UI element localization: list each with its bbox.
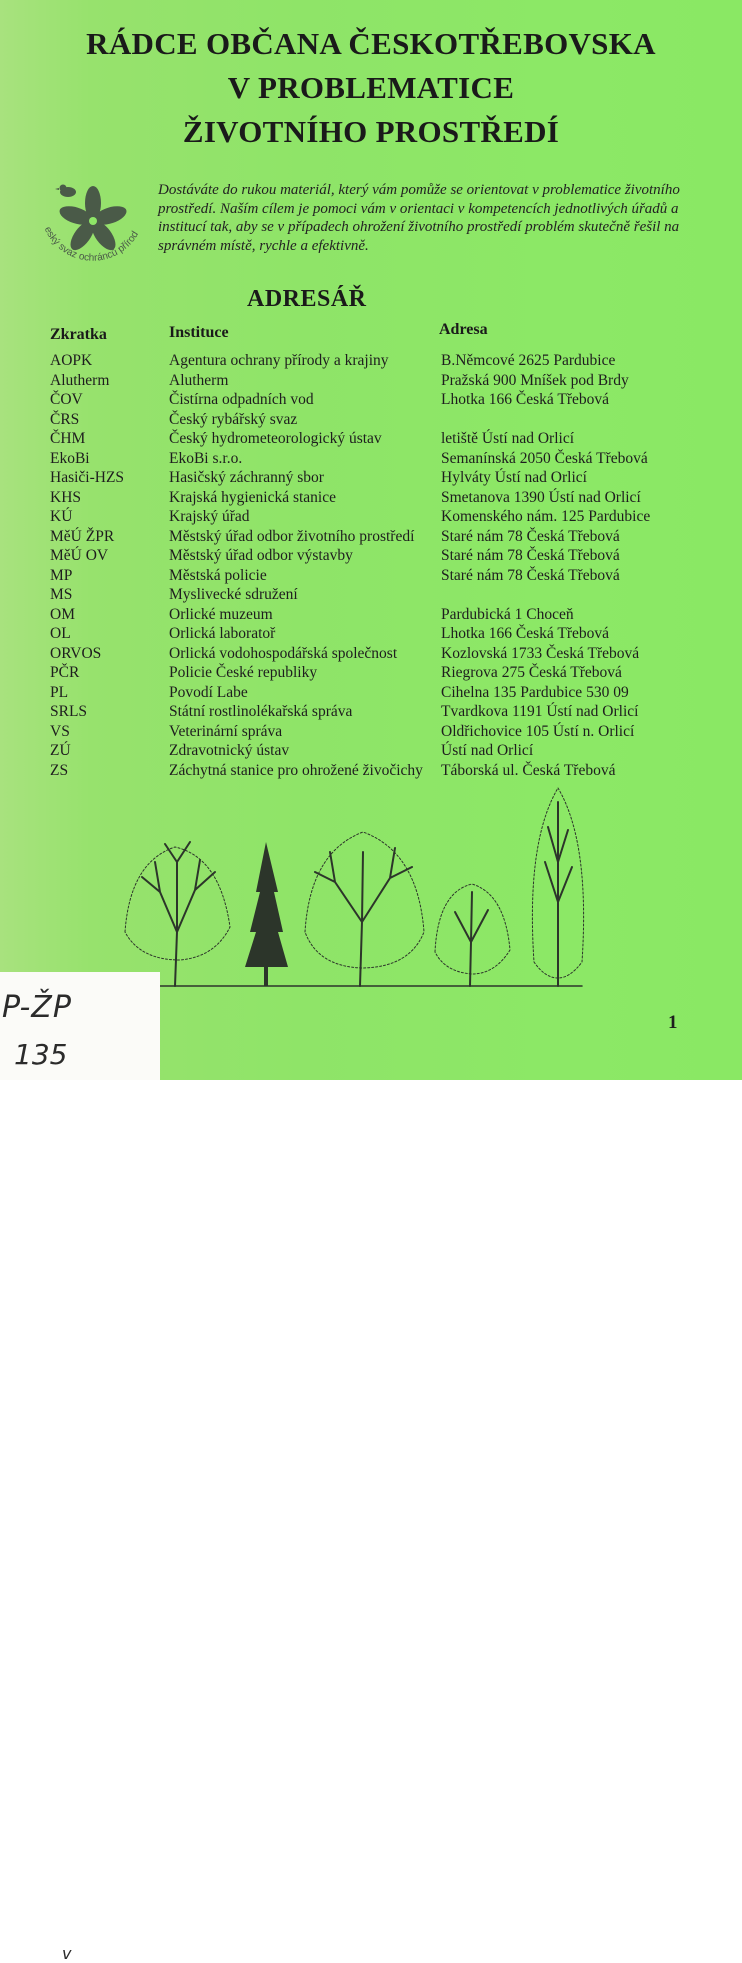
bird-icon <box>55 185 76 198</box>
row-institution: Orlická laboratoř <box>169 625 276 642</box>
table-row <box>0 741 742 761</box>
row-abbr: ČOV <box>50 391 83 408</box>
row-abbr: Hasiči-HZS <box>50 469 125 486</box>
tree-2 <box>245 842 288 986</box>
table-row <box>0 468 742 488</box>
row-address: Hylváty Ústí nad Orlicí <box>441 469 587 486</box>
row-address: Staré nám 78 Česká Třebová <box>441 566 620 584</box>
row-address: Riegrova 275 Česká Třebová <box>441 664 622 681</box>
row-abbr: ČRS <box>50 410 80 428</box>
row-institution: Městský úřad odbor životního prostředí <box>169 527 415 545</box>
intro-paragraph: Dostáváte do rukou materiál, který vám pomůže se orientovat v problematice životního prostředí. Naším cílem je pomoci vám v orientaci v kompetencích jednotlivých úřadů a institucí tak, aby se v případech ohrožení životního prostředí problém skutečně řešil na správném místě, rychle a efektivně. <box>158 182 680 254</box>
row-address: Lhotka 166 Česká Třebová <box>441 391 610 408</box>
row-address: Lhotka 166 Česká Třebová <box>441 625 610 642</box>
tree-1 <box>125 842 230 986</box>
table-row <box>0 351 742 371</box>
row-abbr: EkoBi <box>50 449 90 467</box>
table-row <box>0 507 742 527</box>
table-row <box>0 722 742 742</box>
row-institution: Zdravotnický ústav <box>169 742 290 759</box>
tree-4 <box>435 884 510 986</box>
row-abbr: ZS <box>50 761 69 779</box>
title-line-3: ŽIVOTNÍHO PROSTŘEDÍ <box>182 114 560 149</box>
table-row <box>0 566 742 586</box>
row-abbr: MP <box>50 566 73 584</box>
row-institution: Krajský úřad <box>169 508 250 525</box>
row-abbr: MS <box>50 586 73 603</box>
row-institution: Záchytná stanice pro ohrožené živočichy <box>169 761 423 779</box>
tree-5 <box>532 788 583 986</box>
tree-3 <box>305 832 424 986</box>
header-abbr: Zkratka <box>50 326 107 343</box>
row-abbr: ZÚ <box>50 742 71 759</box>
row-address: Pražská 900 Mníšek pod Brdy <box>441 371 629 389</box>
row-institution: Veterinární správa <box>169 722 283 740</box>
row-address: Staré nám 78 Česká Třebová <box>441 527 620 545</box>
row-address: Cihelna 135 Pardubice 530 09 <box>441 683 629 701</box>
row-abbr: ČHM <box>50 430 86 447</box>
table-row <box>0 605 742 625</box>
table-row <box>0 488 742 508</box>
table-row <box>0 429 742 449</box>
header-institution: Instituce <box>169 324 229 341</box>
handwritten-code: P-ŽP <box>2 990 72 1025</box>
table-row <box>0 546 742 566</box>
row-abbr: OL <box>50 625 71 642</box>
table-row <box>0 624 742 644</box>
row-abbr: KÚ <box>50 508 73 525</box>
page-number: 1 <box>668 1012 678 1033</box>
row-abbr: ORVOS <box>50 644 102 662</box>
table-row <box>0 683 742 703</box>
table-row <box>0 761 742 781</box>
row-institution: Městská policie <box>169 566 267 584</box>
row-institution: EkoBi s.r.o. <box>169 449 243 467</box>
row-abbr: AOPK <box>50 352 93 369</box>
row-address: Komenského nám. 125 Pardubice <box>441 508 651 525</box>
row-institution: Čistírna odpadních vod <box>169 391 314 408</box>
row-address: Pardubická 1 Choceň <box>441 605 574 623</box>
table-row <box>0 663 742 683</box>
handwritten-mark: v <box>62 1944 72 1963</box>
table-row <box>0 585 742 605</box>
page-title <box>0 22 742 154</box>
csop-logo <box>34 176 152 286</box>
row-address: Semanínská 2050 Česká Třebová <box>441 449 648 467</box>
row-abbr: VS <box>50 722 70 740</box>
row-address: Táborská ul. Česká Třebová <box>441 761 616 779</box>
row-institution: Policie České republiky <box>169 664 318 681</box>
row-address: letiště Ústí nad Orlicí <box>441 430 575 447</box>
title-line-1: RÁDCE OBČANA ČESKOTŘEBOVSKA <box>86 26 656 61</box>
row-address: Kozlovská 1733 Česká Třebová <box>441 644 640 662</box>
row-institution: Městský úřad odbor výstavby <box>169 547 353 564</box>
row-abbr: OM <box>50 605 75 623</box>
row-institution: Krajská hygienická stanice <box>169 488 336 506</box>
table-row <box>0 702 742 722</box>
handwritten-number: 135 <box>14 1038 68 1071</box>
row-address: Staré nám 78 Česká Třebová <box>441 547 620 564</box>
table-row <box>0 410 742 430</box>
row-abbr: KHS <box>50 488 82 506</box>
row-institution: Orlická vodohospodářská společnost <box>169 644 398 662</box>
table-row <box>0 644 742 664</box>
table-row <box>0 449 742 469</box>
row-address: Ústí nad Orlicí <box>441 742 534 759</box>
table-row <box>0 390 742 410</box>
row-institution: Myslivecké sdružení <box>169 586 298 603</box>
row-institution: Agentura ochrany přírody a krajiny <box>169 352 389 369</box>
table-row <box>0 371 742 391</box>
row-abbr: Alutherm <box>50 371 110 389</box>
row-institution: Povodí Labe <box>169 683 248 701</box>
table-row <box>0 527 742 547</box>
row-institution: Hasičský záchranný sbor <box>169 469 324 486</box>
row-abbr: PČR <box>50 664 80 681</box>
row-abbr: PL <box>50 683 69 701</box>
row-address: Oldřichovice 105 Ústí n. Orlicí <box>441 722 635 740</box>
row-address: Tvardkova 1191 Ústí nad Orlicí <box>441 703 639 720</box>
directory-list <box>0 351 742 780</box>
row-abbr: SRLS <box>50 703 88 720</box>
row-institution: Český rybářský svaz <box>169 410 298 428</box>
row-institution: Český hydrometeorologický ústav <box>169 430 382 447</box>
header-address: Adresa <box>439 321 488 338</box>
row-abbr: MěÚ ŽPR <box>50 527 115 545</box>
trees-illustration <box>120 782 610 992</box>
row-institution: Orlické muzeum <box>169 605 273 623</box>
row-abbr: MěÚ OV <box>50 547 109 564</box>
directory-title: ADRESÁŘ <box>247 286 367 312</box>
row-institution: Státní rostlinolékařská správa <box>169 703 353 720</box>
row-institution: Alutherm <box>169 371 229 389</box>
logo-text: Český svaz ochránců přírody <box>41 225 141 264</box>
title-line-2: V PROBLEMATICE <box>227 70 515 105</box>
row-address: Smetanova 1390 Ústí nad Orlicí <box>441 488 641 506</box>
row-address: B.Němcové 2625 Pardubice <box>441 352 616 369</box>
